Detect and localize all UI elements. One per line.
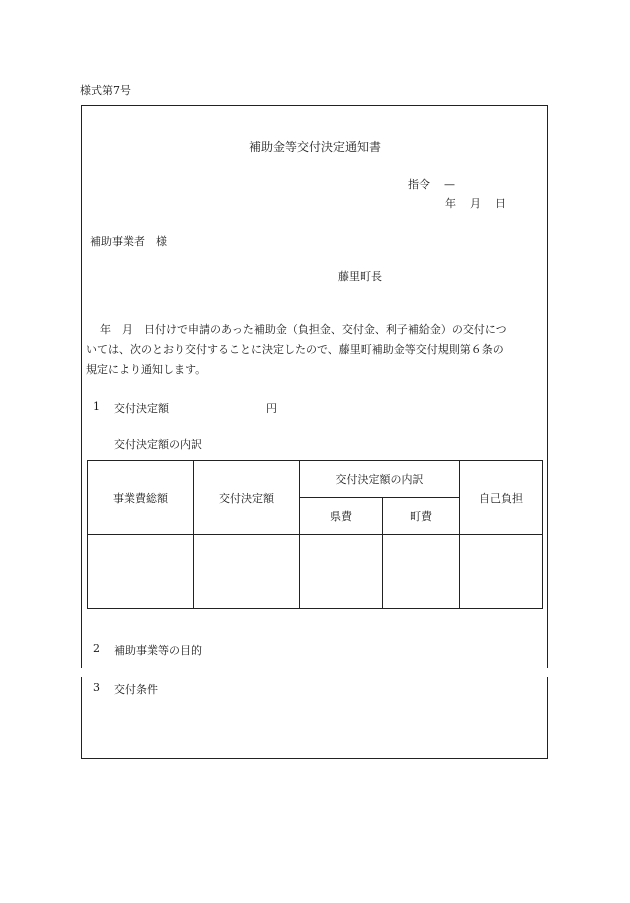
reference-label: 指令	[408, 178, 430, 191]
cell-decision-amount	[194, 535, 300, 609]
date-day: 日	[495, 197, 506, 210]
notice-paragraph	[86, 320, 546, 380]
col-header-prefecture: 県費	[300, 498, 383, 535]
cell-prefecture	[300, 535, 383, 609]
cell-town	[383, 535, 460, 609]
frame-break-left	[80, 668, 84, 677]
col-header-town: 町費	[383, 498, 460, 535]
date-month: 月	[470, 197, 481, 210]
section-3-number: 3	[93, 681, 100, 694]
date-year: 年	[445, 197, 456, 210]
section-1-number: 1	[93, 400, 100, 413]
frame-break-right	[545, 668, 549, 677]
addressee: 補助事業者 様	[90, 235, 167, 248]
notice-line-2: いては、次のとおり交付することに決定したので、藤里町補助金等交付規則第６条の	[86, 343, 504, 356]
col-header-project-total: 事業費総額	[88, 461, 194, 535]
cell-project-total	[88, 535, 194, 609]
cell-self-burden	[460, 535, 543, 609]
section-2-label: 補助事業等の目的	[114, 644, 202, 657]
col-header-self-burden: 自己負担	[460, 461, 543, 535]
document-title: 補助金等交付決定通知書	[248, 140, 381, 154]
form-number: 様式第7号	[80, 84, 131, 97]
issue-date	[445, 195, 506, 211]
col-header-decision-amount: 交付決定額	[194, 461, 300, 535]
notice-line-3: 規定により通知します。	[86, 363, 207, 376]
reference-number	[408, 176, 455, 192]
reference-dash: —	[444, 178, 455, 191]
section-3-label: 交付条件	[114, 683, 158, 696]
notice-line-1: 年 月 日付けで申請のあった補助金（負担金、交付金、利子補給金）の交付につ	[100, 323, 507, 336]
section-2-number: 2	[93, 642, 100, 655]
col-header-breakdown: 交付決定額の内訳	[300, 461, 460, 498]
breakdown-caption: 交付決定額の内訳	[114, 438, 202, 451]
issuer: 藤里町長	[338, 270, 382, 283]
breakdown-table	[87, 460, 543, 609]
section-1-label: 交付決定額	[114, 402, 169, 415]
section-1-unit: 円	[266, 402, 277, 415]
